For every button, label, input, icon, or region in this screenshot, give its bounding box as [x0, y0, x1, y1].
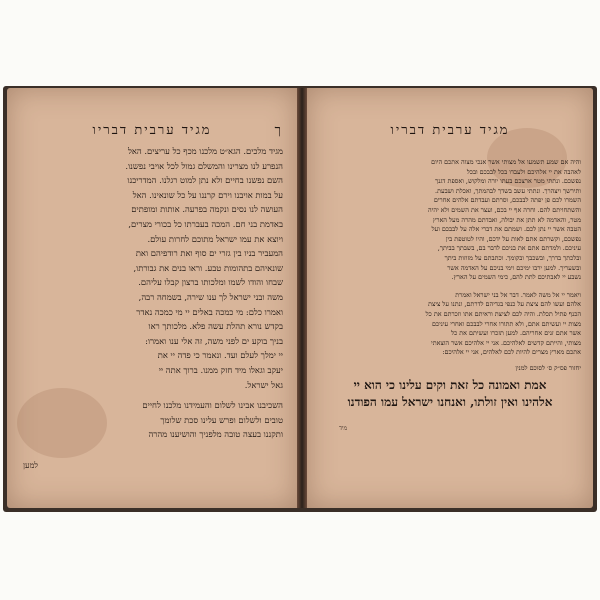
right-page: [307, 88, 593, 508]
left-page-letter: ך: [274, 123, 283, 138]
text-line: טובים ולשלום ופרש עלינו סכת שלומך: [160, 414, 283, 425]
text-line: ותקננו בעצה טובה מלפניך והושיענו מהרה: [148, 429, 283, 440]
text-line: על במות אויבנו וירם קרננו על כל שונאינו. האל: [132, 189, 283, 200]
text-line: השכיבנו אבינו לשלום והעמידנו מלכנו לחיים: [142, 400, 283, 411]
left-text-block: [21, 144, 283, 442]
open-book: [3, 86, 597, 512]
right-text-block: [319, 158, 581, 411]
closing-line: אמת ואמונה כל זאת וקים עלינו כי הוא יי: [353, 378, 547, 393]
text-line: ויוצא את עמו ישראל מתוכם לחרות עולם.: [147, 233, 283, 244]
text-line: השמרו לכם פן יפתה לבבכם, וסרתם ועבדתם אלהים אחרים: [433, 196, 581, 205]
left-page-header: [7, 122, 297, 138]
left-header-title: מגיד ערבית דבריו: [92, 123, 212, 138]
text-line: הנפרע לנו מצרינו והמשלם גמול לכל אויבי נפשנו.: [125, 160, 283, 171]
text-line: השם נפשנו בחיים ולא נתן למוט רגלנו. המדריכנו: [127, 175, 283, 186]
text-line: ובלכתך בדרך, ובשכבך ובקומך. וכתבתם על מזוזות ביתך: [444, 253, 581, 262]
text-line: משה ובני ישראל לך ענו שירה, בשמחה רבה,: [138, 291, 283, 302]
left-page: [7, 88, 297, 508]
text-line: מטר, והאדמה לא תתן את יבולה, ואבדתם מהרה מעל הארץ: [432, 215, 581, 224]
text-line: אתכם מארץ מצרים להיות לכם לאלהים, אני יי אלהיכם:: [442, 348, 581, 357]
text-line: יי ימלך לעלם ועד. ונאמר כי פדה יי את: [157, 350, 283, 361]
text-line: נפשכם, וקשרתם אתם לאות על ידכם, והיו לטוטפת בין: [445, 234, 581, 243]
text-line: מגיד מלכים. הגא״ט מלכנו מכף כל עריצים. האל: [127, 146, 283, 156]
text-line: נפשכם. ונתתי מטר ארצכם בעתו יורה ומלקוש, ואספת דגנך: [435, 177, 581, 186]
right-catchword: מיד: [339, 425, 348, 432]
text-line: הכנף פתיל תכלת. והיה לכם לציצת וראיתם אתו וזכרתם את כל: [425, 309, 581, 318]
text-line: באדמת בני חם. המכה בעברתו כל בכורי מצרים,: [128, 218, 283, 229]
text-line: המעביר בניו בין גזרי ים סוף ואת רודפיהם ואת: [135, 248, 283, 259]
text-line: בקדש נורא תהלת עשה פלא. מלכותך ראו: [148, 321, 283, 332]
text-line: יעקב וגאלו מיד חזק ממנו. ברוך אתה יי: [158, 364, 283, 375]
text-line: ותירשך ויצהרך. ונתתי עשב בשדך לבהמתך, ואכלת ושבעת.: [435, 186, 581, 195]
text-line: בניך בוקע ים לפני משה, זה אלי ענו ואמרו:: [145, 335, 283, 346]
note-line: יחזור פס״ק ס׳ לסוכם למנין: [515, 363, 581, 372]
text-line: אלהם ועשו להם ציצת על כנפי בגדיהם לדרתם, ונתנו על ציצת: [428, 300, 581, 309]
text-line: מצותי, והייתם קדשים לאלהיכם. אני יי אלהיכם אשר הוצאתי: [431, 338, 581, 347]
text-line: הטבה אשר יי נתן לכם. ושמתם את דברי אלה על לבבכם ועל: [431, 225, 581, 234]
text-line: והיה אם שמע תשמעו אל מצותי אשר אנכי מצוה אתכם היום: [431, 158, 581, 166]
text-line: שבחו והודו לשמו ומלכותו ברצון קבלו עליהם.: [138, 277, 283, 288]
text-line: שונאיהם בתהומות טבע. וראו בנים את גבורתו,: [133, 262, 283, 273]
right-page-header: [307, 122, 593, 138]
text-line: לאהבה את יי אלהיכם ולעבדו בכל לבבכם ובכל: [466, 167, 581, 176]
left-catchword: למען: [23, 461, 39, 470]
closing-line: אלהינו ואין זולתו, ואנחנו ישראל עמו הפודנו: [347, 395, 553, 410]
text-line: נשבע יי לאבתיכם לתת להם, כימי השמים על הארץ.: [451, 273, 581, 282]
text-line: אשר אתם זנים אחריהם. למען תזכרו ועשיתם את כל: [451, 329, 581, 338]
text-line: ובשעריך. למען ירבו ימיכם וימי בניכם על האדמה אשר: [447, 263, 581, 272]
text-line: גאל ישראל.: [244, 379, 283, 390]
text-line: עיניכם. ולמדתם אתם את בניכם לדבר בם, בשבתך בביתך,: [437, 244, 581, 253]
book-gutter: [297, 88, 307, 508]
text-line: מצות יי ועשיתם אתם, ולא תתורו אחרי לבבכם ואחרי עיניכם: [432, 319, 581, 328]
text-line: והשתחויתם להם. וחרה אף יי בכם, ועצר את השמים ולא יהיה: [428, 205, 581, 214]
text-line: ואמרו כלם: מי כמכה באלים יי מי כמכה נאדר: [136, 306, 283, 317]
text-line: ויאמר יי אל משה לאמר. דבר אל בני ישראל ואמרת: [455, 290, 581, 299]
text-line: העושה לנו נסים ונקמה בפרעה. אותות ומופתים: [131, 204, 283, 215]
right-header-title: מגיד ערבית דבריו: [390, 123, 510, 138]
